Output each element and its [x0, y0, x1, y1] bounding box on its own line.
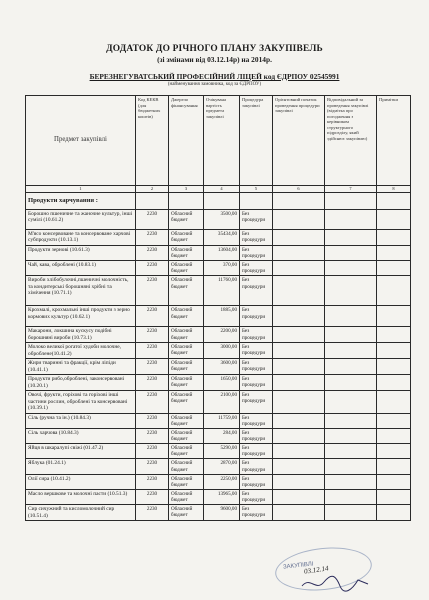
table-row — [26, 210, 411, 230]
amount-cell: 370,00 — [204, 261, 240, 276]
kekv-cell: 2230 — [136, 245, 169, 260]
amount-cell: 13604,00 — [204, 245, 240, 260]
source-cell: Обласний бюджет — [169, 245, 204, 260]
responsible-cell — [325, 444, 377, 459]
responsible-cell — [325, 210, 377, 230]
column-number: 2 — [136, 186, 169, 193]
item-name-cell: Вироби хлібобулочні,пшеничні молочність, та кондитерські борошняні хрібні та хімічення (10.71.1) — [26, 276, 136, 306]
notes-cell — [377, 444, 411, 459]
organization-note: (найменування замовника, код за ЄДРПОУ) — [167, 82, 262, 87]
item-name-cell: Жири тваринні та фракції, крім ліпіди (10.41.1) — [26, 359, 136, 375]
item-name-cell: Сіль (ручна та ін.) (10.84.3) — [26, 413, 136, 428]
table-row — [26, 428, 411, 443]
responsible-cell — [325, 276, 377, 306]
header-notes: Примітки — [377, 96, 411, 186]
procedure-cell: Без процедури — [240, 343, 273, 359]
responsible-cell — [325, 230, 377, 246]
table-row — [26, 474, 411, 489]
empty-cell — [377, 193, 411, 210]
responsible-cell — [325, 474, 377, 489]
item-name-cell: Молоко великої рогатої худоби молочне, оброблене(10.41.2) — [26, 343, 136, 359]
kekv-cell: 2230 — [136, 413, 169, 428]
header-procedure: Процедура закупівлі — [240, 96, 273, 186]
start-cell — [273, 413, 325, 428]
source-cell: Обласний бюджет — [169, 327, 204, 343]
source-cell: Обласний бюджет — [169, 306, 204, 327]
kekv-cell: 2230 — [136, 375, 169, 391]
source-cell: Обласний бюджет — [169, 261, 204, 276]
start-cell — [273, 245, 325, 260]
start-cell — [273, 306, 325, 327]
table-row — [26, 489, 411, 504]
source-cell: Обласний бюджет — [169, 428, 204, 443]
start-cell — [273, 489, 325, 504]
table-row — [26, 413, 411, 428]
procedure-cell: Без процедури — [240, 327, 273, 343]
source-cell: Обласний бюджет — [169, 230, 204, 246]
section-row — [26, 193, 411, 210]
amount-cell: 2250,00 — [204, 474, 240, 489]
source-cell: Обласний бюджет — [169, 276, 204, 306]
header-source: Джерело фінансування — [169, 96, 204, 186]
item-name-cell: Макарони, локшина кускусу подібні борошняні вироби (10.73.1) — [26, 327, 136, 343]
notes-cell — [377, 245, 411, 260]
start-cell — [273, 343, 325, 359]
notes-cell — [377, 391, 411, 413]
item-name-cell: М'ясо консервоване та консервоване харчові субпродукти (10.13.1) — [26, 230, 136, 246]
amount-cell: 13965,00 — [204, 489, 240, 504]
kekv-cell: 2230 — [136, 210, 169, 230]
responsible-cell — [325, 505, 377, 521]
responsible-cell — [325, 375, 377, 391]
start-cell — [273, 327, 325, 343]
notes-cell — [377, 428, 411, 443]
kekv-cell: 2230 — [136, 306, 169, 327]
table-row — [26, 375, 411, 391]
amount-cell: 2100,00 — [204, 391, 240, 413]
item-name-cell: Овочі, фрукти, горіхові та горіхові інші частини рослин, оброблені та консервовані (10.39.1) — [26, 391, 136, 413]
amount-cell: 11759,00 — [204, 413, 240, 428]
source-cell: Обласний бюджет — [169, 489, 204, 504]
notes-cell — [377, 210, 411, 230]
table-row — [26, 444, 411, 459]
empty-cell — [169, 193, 204, 210]
kekv-cell: 2230 — [136, 444, 169, 459]
table-row — [26, 391, 411, 413]
source-cell: Обласний бюджет — [169, 413, 204, 428]
header-row — [26, 96, 411, 186]
header-start: Орієнтовний початок проведення процедури закупівлі — [273, 96, 325, 186]
item-name-cell: Яблука (01.24.1) — [26, 459, 136, 474]
notes-cell — [377, 459, 411, 474]
item-name-cell: Масло вершкове та молочні пасти (10.51.3) — [26, 489, 136, 504]
item-name-cell: Крохмалі, крохмальні інші продукти з зерно кормових культур (10.62.1) — [26, 306, 136, 327]
procedure-cell: Без процедури — [240, 505, 273, 521]
table-row — [26, 327, 411, 343]
responsible-cell — [325, 413, 377, 428]
procedure-cell: Без процедури — [240, 428, 273, 443]
responsible-cell — [325, 489, 377, 504]
header-responsible: Відповідальний за проведення закупівлі (відмітка про погодження з керівником структурного підрозділу, який здійснює закупівлю) — [325, 96, 377, 186]
responsible-cell — [325, 245, 377, 260]
kekv-cell: 2230 — [136, 327, 169, 343]
amount-cell: 1650,00 — [204, 375, 240, 391]
source-cell: Обласний бюджет — [169, 459, 204, 474]
start-cell — [273, 276, 325, 306]
notes-cell — [377, 343, 411, 359]
procedure-cell: Без процедури — [240, 245, 273, 260]
header-subject: Предмет закупівлі — [26, 96, 136, 186]
table-row — [26, 245, 411, 260]
kekv-cell: 2230 — [136, 276, 169, 306]
empty-cell — [136, 193, 169, 210]
document-title: ДОДАТОК ДО РІЧНОГО ПЛАНУ ЗАКУПІВЕЛЬ — [106, 44, 323, 54]
header-kekv: Код КЕКВ (для бюджетних коштів) — [136, 96, 169, 186]
procedure-cell: Без процедури — [240, 359, 273, 375]
column-number: 8 — [377, 186, 411, 193]
start-cell — [273, 359, 325, 375]
column-number: 5 — [240, 186, 273, 193]
start-cell — [273, 474, 325, 489]
procedure-cell: Без процедури — [240, 413, 273, 428]
amount-cell: 2870,00 — [204, 459, 240, 474]
column-number: 4 — [204, 186, 240, 193]
column-number: 3 — [169, 186, 204, 193]
kekv-cell: 2230 — [136, 230, 169, 246]
kekv-cell: 2230 — [136, 505, 169, 521]
column-number: 7 — [325, 186, 377, 193]
notes-cell — [377, 375, 411, 391]
signature-icon — [300, 572, 370, 594]
procedure-cell: Без процедури — [240, 391, 273, 413]
document-subtitle: (зі змінами від 03.12.14р) на 2014р. — [157, 55, 272, 64]
table-row — [26, 261, 411, 276]
procedure-cell: Без процедури — [240, 261, 273, 276]
procedure-cell: Без процедури — [240, 459, 273, 474]
responsible-cell — [325, 459, 377, 474]
column-number: 1 — [26, 186, 136, 193]
empty-cell — [240, 193, 273, 210]
amount-cell: 9600,00 — [204, 505, 240, 521]
procedure-cell: Без процедури — [240, 306, 273, 327]
table-row — [26, 343, 411, 359]
item-name-cell: Продукти зернові (10.61.3) — [26, 245, 136, 260]
source-cell: Обласний бюджет — [169, 505, 204, 521]
table-row — [26, 359, 411, 375]
source-cell: Обласний бюджет — [169, 359, 204, 375]
empty-cell — [273, 193, 325, 210]
responsible-cell — [325, 327, 377, 343]
notes-cell — [377, 489, 411, 504]
item-name-cell: Чай, кава, оброблені (10.83.1) — [26, 261, 136, 276]
section-title: Продукти харчування : — [26, 193, 136, 210]
table-row — [26, 459, 411, 474]
notes-cell — [377, 230, 411, 246]
kekv-cell: 2230 — [136, 359, 169, 375]
amount-cell: 284,00 — [204, 428, 240, 443]
procedure-cell: Без процедури — [240, 276, 273, 306]
notes-cell — [377, 505, 411, 521]
table-row — [26, 306, 411, 327]
column-number-row — [26, 186, 411, 193]
amount-cell: 2200,00 — [204, 327, 240, 343]
organization-name: БЕРЕЗНЕГУВАТСЬКИЙ ПРОФЕСІЙНИЙ ЛІЦЕЙ код ЄДРПОУ 02545991 — [89, 72, 340, 81]
responsible-cell — [325, 359, 377, 375]
amount-cell: 11760,00 — [204, 276, 240, 306]
handwritten-date: 03.12.14 — [303, 564, 329, 576]
notes-cell — [377, 306, 411, 327]
notes-cell — [377, 474, 411, 489]
procedure-cell: Без процедури — [240, 210, 273, 230]
start-cell — [273, 391, 325, 413]
start-cell — [273, 505, 325, 521]
empty-cell — [325, 193, 377, 210]
item-name-cell: Олії сира (10.41.2) — [26, 474, 136, 489]
start-cell — [273, 444, 325, 459]
notes-cell — [377, 327, 411, 343]
source-cell: Обласний бюджет — [169, 474, 204, 489]
source-cell: Обласний бюджет — [169, 391, 204, 413]
procedure-cell: Без процедури — [240, 230, 273, 246]
column-number: 6 — [273, 186, 325, 193]
responsible-cell — [325, 306, 377, 327]
amount-cell: 1885,00 — [204, 306, 240, 327]
kekv-cell: 2230 — [136, 391, 169, 413]
source-cell: Обласний бюджет — [169, 375, 204, 391]
amount-cell: 3000,00 — [204, 343, 240, 359]
responsible-cell — [325, 343, 377, 359]
kekv-cell: 2230 — [136, 428, 169, 443]
table-row — [26, 230, 411, 246]
responsible-cell — [325, 428, 377, 443]
source-cell: Обласний бюджет — [169, 210, 204, 230]
kekv-cell: 2230 — [136, 459, 169, 474]
start-cell — [273, 261, 325, 276]
item-name-cell: Борошно пшеничне та жаночне культур, інші сумілі (10.61.2) — [26, 210, 136, 230]
item-name-cell: Сир сичужний та кисломолочний сир (10.51.4) — [26, 505, 136, 521]
procurement-table — [25, 95, 411, 521]
procedure-cell: Без процедури — [240, 375, 273, 391]
notes-cell — [377, 359, 411, 375]
item-name-cell: Сіль харчова (10.84.3) — [26, 428, 136, 443]
notes-cell — [377, 276, 411, 306]
kekv-cell: 2230 — [136, 489, 169, 504]
source-cell: Обласний бюджет — [169, 343, 204, 359]
start-cell — [273, 428, 325, 443]
notes-cell — [377, 413, 411, 428]
responsible-cell — [325, 391, 377, 413]
item-name-cell: Продукти рибо,оброблені, законсервовані (10.20.1) — [26, 375, 136, 391]
responsible-cell — [325, 261, 377, 276]
table-row — [26, 505, 411, 521]
table-row — [26, 276, 411, 306]
source-cell: Обласний бюджет — [169, 444, 204, 459]
procedure-cell: Без процедури — [240, 444, 273, 459]
start-cell — [273, 230, 325, 246]
amount-cell: 5290,00 — [204, 444, 240, 459]
header-budget: Очікувана вартість предмета закупівлі — [204, 96, 240, 186]
start-cell — [273, 375, 325, 391]
procedure-cell: Без процедури — [240, 489, 273, 504]
stamp-text: ЗАКУПІВЛІ — [282, 561, 314, 571]
procedure-cell: Без процедури — [240, 474, 273, 489]
notes-cell — [377, 261, 411, 276]
kekv-cell: 2230 — [136, 343, 169, 359]
start-cell — [273, 210, 325, 230]
start-cell — [273, 459, 325, 474]
amount-cell: 3500,00 — [204, 210, 240, 230]
kekv-cell: 2230 — [136, 474, 169, 489]
kekv-cell: 2230 — [136, 261, 169, 276]
amount-cell: 3600,00 — [204, 359, 240, 375]
item-name-cell: Яйця в шкаралупі свіжі (01.47.2) — [26, 444, 136, 459]
empty-cell — [204, 193, 240, 210]
amount-cell: 35434,00 — [204, 230, 240, 246]
